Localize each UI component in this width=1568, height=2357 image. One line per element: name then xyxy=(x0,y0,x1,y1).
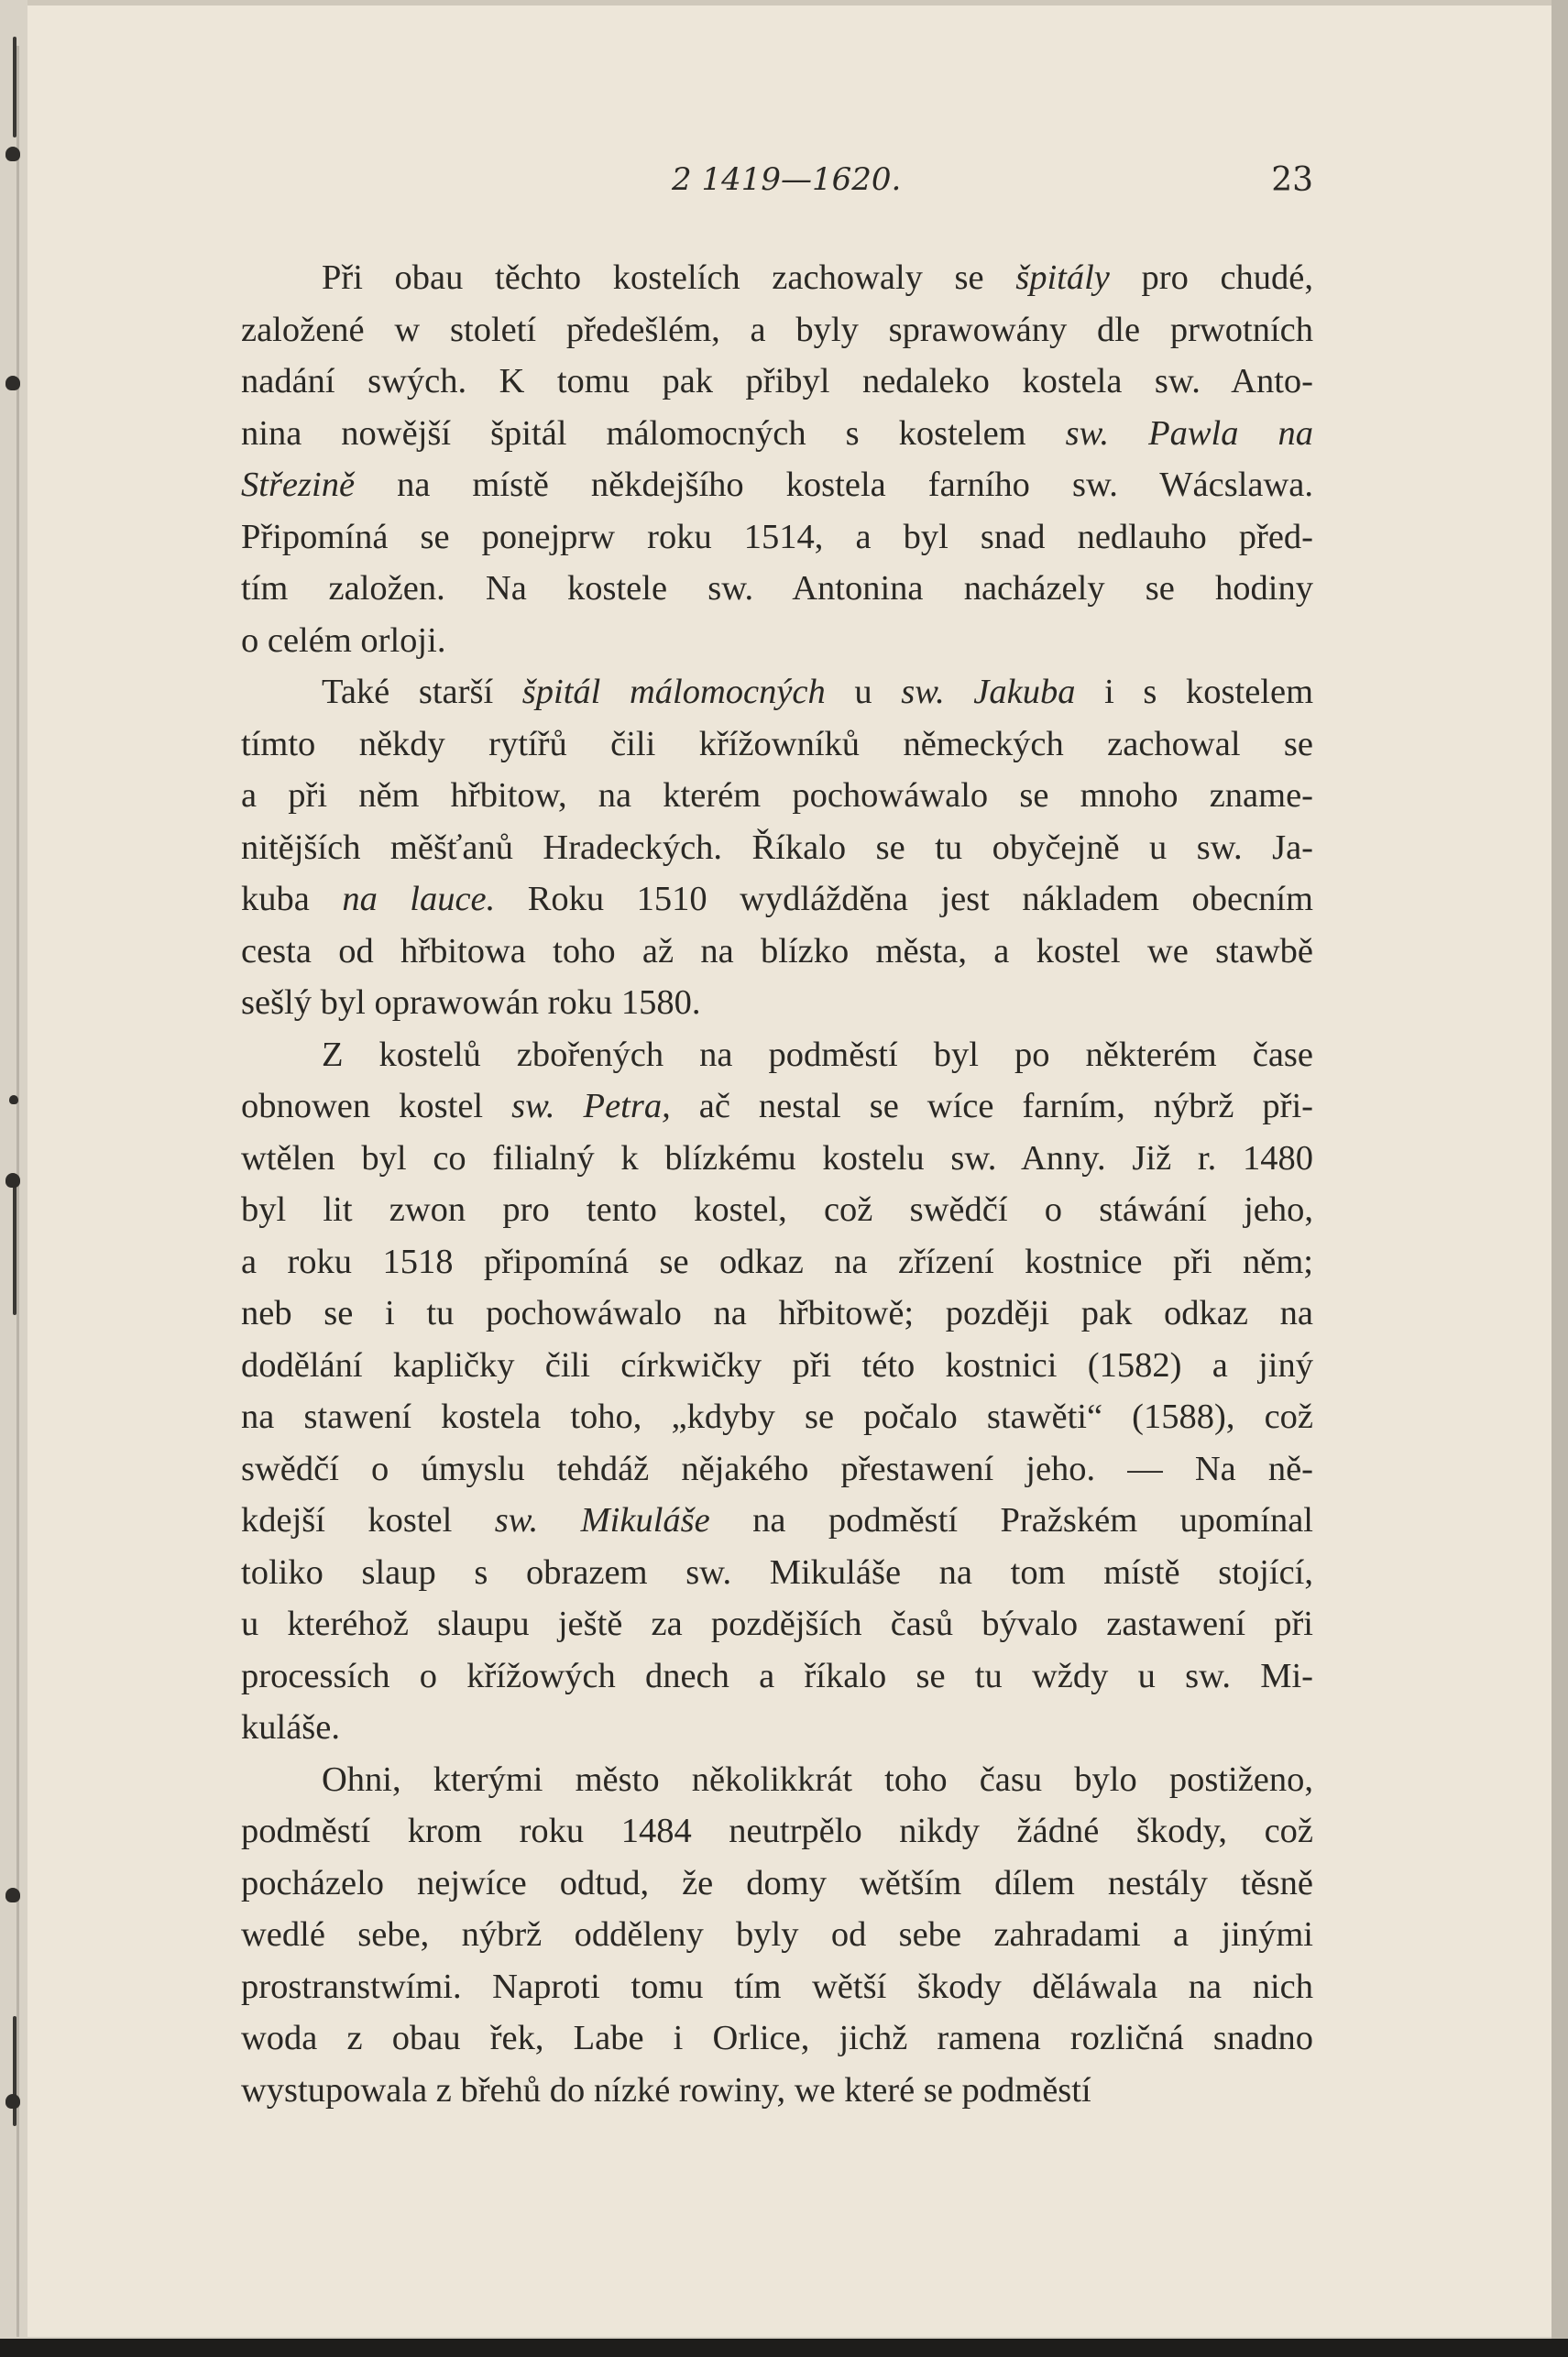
text-line xyxy=(241,1184,1313,1236)
text-run: na podměstí Pražském upomínal xyxy=(709,1501,1313,1540)
text-run: neb se i tu pochowáwalo na hřbitowě; později pak odkaz na xyxy=(241,1294,1313,1332)
text-run: ač nestal se wíce farním, nýbrž při- xyxy=(670,1087,1313,1125)
text-run: a roku 1518 připomíná se odkaz na zřízení kostnice při něm; xyxy=(241,1242,1313,1281)
text-line xyxy=(241,718,1313,771)
binding-knot xyxy=(5,1888,20,1902)
text-run: na stawení kostela toho, „kdyby se počalo stawěti“ (1588), což xyxy=(241,1398,1313,1436)
text-line xyxy=(241,615,1313,667)
binding-knot xyxy=(9,1095,18,1104)
text-line xyxy=(241,1858,1313,1910)
binding-knot xyxy=(5,1173,20,1188)
page-header xyxy=(241,161,1313,207)
text-run: na místě někdejšího kostela farního sw. Wácslawa. xyxy=(355,466,1313,504)
text-run: nina nowější špitál málomocných s kostelem xyxy=(241,413,1066,453)
text-run: tímto někdy rytířů čili křížowníků německých zachowal se xyxy=(241,724,1313,763)
text-run: kuba xyxy=(241,880,343,918)
text-run: a při něm hřbitow, na kterém pochowáwalo se mnoho zname- xyxy=(241,776,1313,815)
running-head: 2 1419—1620. xyxy=(672,161,902,198)
text-line xyxy=(241,408,1313,460)
body-text xyxy=(241,252,1313,2116)
text-line xyxy=(241,1133,1313,1185)
text-line xyxy=(241,1391,1313,1443)
text-run: nadání swých. K tomu pak přibyl nedaleko kostela sw. Anto- xyxy=(241,362,1313,400)
binding-knot xyxy=(5,147,20,161)
paragraph xyxy=(241,1029,1313,1754)
text-line xyxy=(241,459,1313,511)
binding-thread xyxy=(13,37,16,137)
text-line xyxy=(241,1909,1313,1961)
page-number: 23 xyxy=(1271,161,1313,199)
text-run: kdejší kostel xyxy=(241,1501,495,1540)
text-line xyxy=(241,356,1313,408)
text-run: tím založen. Na kostele sw. Antonina nacházely se hodiny xyxy=(241,569,1313,608)
binding-thread xyxy=(13,1178,16,1315)
text-line xyxy=(241,1443,1313,1496)
text-line xyxy=(241,1029,1313,1081)
text-run: nitějších měšťanů Hradeckých. Říkalo se tu obyčejně u sw. Ja- xyxy=(241,828,1313,867)
text-line xyxy=(241,1961,1313,2013)
text-run: wedlé sebe, nýbrž odděleny byly od sebe zahradami a jinými xyxy=(241,1915,1313,1954)
binding-knot xyxy=(5,376,20,390)
text-run: byl lit zwon pro tento kostel, což swědčí o stáwání jeho, xyxy=(241,1190,1313,1229)
text-run: wtělen byl co filialný k blízkému kostelu sw. Anny. Již r. 1480 xyxy=(241,1138,1313,1178)
text-line xyxy=(241,1080,1313,1133)
text-run: wystupowala z břehů do nízké rowiny, we které se podměstí xyxy=(241,2070,1091,2110)
text-line xyxy=(241,1340,1313,1392)
text-line xyxy=(241,822,1313,874)
text-line xyxy=(241,252,1313,304)
text-run: založené w století předešlém, a byly sprawowány dle prwotních xyxy=(241,310,1313,349)
text-line xyxy=(241,1754,1313,1806)
italic-run: sw. Pawla na xyxy=(1065,413,1313,453)
italic-run: sw. Mikuláše xyxy=(494,1501,710,1540)
italic-run: špitál málomocných xyxy=(521,673,826,711)
italic-run: sw. Petra, xyxy=(511,1087,671,1125)
text-run: Při obau těchto kostelích zachowaly se xyxy=(322,258,1016,297)
text-run: u kteréhož slaupu ještě za pozdějších časů bývalo zastawení při xyxy=(241,1605,1313,1643)
page-edge-right xyxy=(1552,0,1568,2357)
text-run: sešlý byl oprawowán roku 1580. xyxy=(241,983,701,1022)
text-run: prostranstwími. Naproti tomu tím wětší škody děláwala na nich xyxy=(241,1967,1313,2006)
scan-bottom-edge xyxy=(0,2339,1568,2357)
italic-run: Střezině xyxy=(241,466,356,504)
text-line xyxy=(241,1805,1313,1858)
text-line xyxy=(241,1547,1313,1599)
text-run: toliko slaup s obrazem sw. Mikuláše na tom místě stojící, xyxy=(241,1552,1313,1592)
text-line xyxy=(241,770,1313,822)
text-run: o celém orloji. xyxy=(241,620,446,660)
text-run: i s kostelem xyxy=(1075,673,1314,711)
text-line xyxy=(241,977,1313,1029)
text-line xyxy=(241,1288,1313,1340)
text-run: podměstí krom roku 1484 neutrpělo nikdy žádné škody, což xyxy=(241,1812,1313,1850)
binding-knot xyxy=(5,2094,20,2109)
text-run: pocházelo nejwíce odtud, že domy wětším dílem nestály těsně xyxy=(241,1863,1313,1902)
paragraph xyxy=(241,666,1313,1029)
text-run: Připomíná se ponejprw roku 1514, a byl snad nedlauho před- xyxy=(241,517,1313,556)
text-line xyxy=(241,2012,1313,2065)
text-line xyxy=(241,666,1313,718)
paragraph xyxy=(241,252,1313,666)
text-line xyxy=(241,1650,1313,1703)
text-run: woda z obau řek, Labe i Orlice, jichž ramena rozličná snadno xyxy=(241,2019,1313,2057)
text-line xyxy=(241,926,1313,978)
text-line xyxy=(241,873,1313,926)
text-run: cesta od hřbitowa toho až na blízko města, a kostel we stawbě xyxy=(241,931,1313,970)
text-line xyxy=(241,1702,1313,1754)
text-line xyxy=(241,2065,1313,2117)
text-run: pro chudé, xyxy=(1109,258,1313,297)
text-line xyxy=(241,563,1313,615)
text-line xyxy=(241,1236,1313,1288)
page-top-edge xyxy=(27,0,1552,5)
text-run: Ohni, kterými město několikkrát toho času bylo postiženo, xyxy=(322,1760,1313,1799)
text-run: Z kostelů zbořených na podměstí byl po některém čase xyxy=(322,1035,1313,1074)
text-line xyxy=(241,511,1313,564)
text-run: Také starší xyxy=(322,673,522,711)
binding-thread xyxy=(13,2016,16,2126)
text-line xyxy=(241,1495,1313,1547)
italic-run: špitály xyxy=(1015,258,1110,297)
text-run: swědčí o úmyslu tehdáž nějakého přestawení jeho. — Na ně- xyxy=(241,1449,1313,1488)
italic-run: sw. Jakuba xyxy=(901,673,1076,711)
text-run: u xyxy=(825,673,902,711)
text-run: kuláše. xyxy=(241,1708,340,1747)
text-line xyxy=(241,304,1313,356)
text-line xyxy=(241,1598,1313,1650)
paragraph xyxy=(241,1754,1313,2117)
text-run: Roku 1510 wydlážděna jest nákladem obecním xyxy=(495,880,1314,918)
text-run: dodělání kapličky čili církwičky při této kostnici (1582) a jiný xyxy=(241,1345,1313,1385)
text-run: processích o křížowých dnech a říkalo se tu wždy u sw. Mi- xyxy=(241,1656,1313,1695)
text-run: obnowen kostel xyxy=(241,1087,512,1125)
italic-run: na lauce. xyxy=(342,880,496,918)
